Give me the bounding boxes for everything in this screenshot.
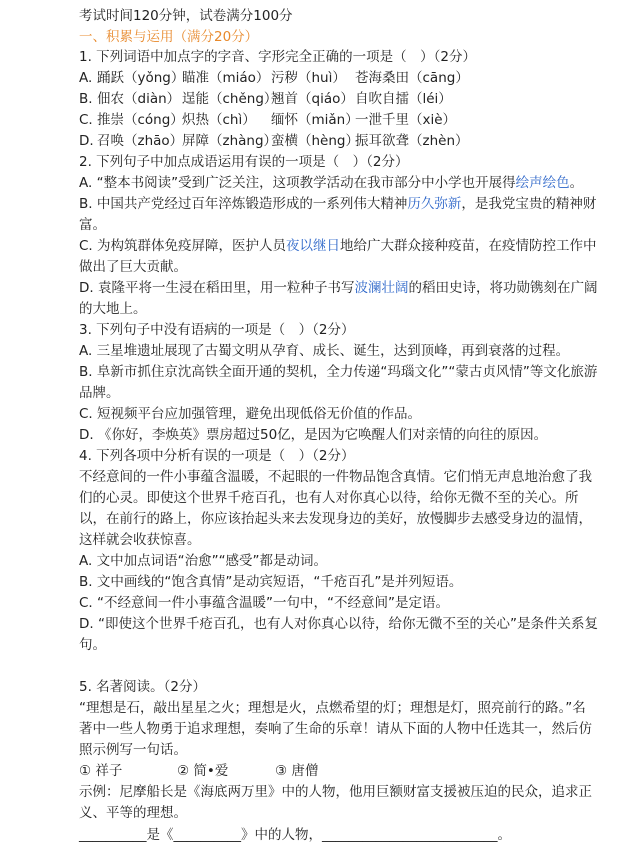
word-item: 瞄准（miáo） <box>182 70 270 86</box>
option-letter: A. <box>79 70 93 86</box>
q4-passage-line: 们的心灵。即使这个世界千疮百孔，也有人对你真心以待，给你无微不至的关心。所 <box>79 490 579 506</box>
word-item: 蛮横（hèng） <box>271 133 359 149</box>
q4-option-d-cont: 句。 <box>79 637 106 653</box>
word-item: 推崇（cóng） <box>97 112 184 128</box>
word-item: 召唤（zhāo） <box>97 133 184 149</box>
word-item: 翘首（qiáo） <box>271 91 354 107</box>
q4-passage-line: 这样就会收获惊喜。 <box>79 532 201 548</box>
exam-info: 考试时间120分钟，试卷满分100分 <box>79 8 293 24</box>
q5-example: 示例：尼摩船长是《海底两万里》中的人物，他用巨额财富支援被压迫的民众，追求正 <box>79 784 592 800</box>
word-item: 炽热（chì） <box>182 112 256 128</box>
q5-intro-line: 著中一些人物勇于追求理想，奏响了生命的乐章！请从下面的人物中任选其一，然后仿 <box>79 721 592 737</box>
word-item: 自吹自擂（léi） <box>355 91 452 107</box>
idiom-highlight: 历久弥新 <box>407 196 462 212</box>
q5-answer-blank[interactable]: __________是《__________》中的人物，__________________________。 <box>79 827 511 843</box>
q2-option-a: A. “整本书阅读”受到广泛关注，这项教学活动在我市部分中小学也开展得绘声绘色。 <box>79 175 584 191</box>
q5-intro-line: “理想是石，敲出星星之火；理想是火，点燃希望的灯；理想是灯，照亮前行的路。”名 <box>79 700 586 716</box>
q3-option-b-cont: 品牌。 <box>79 385 120 401</box>
word-item: 屏障（zhàng） <box>182 133 278 149</box>
q4-option-a: A. 文中加点词语“治愈”“感受”都是动词。 <box>79 553 328 569</box>
q3-option-a: A. 三星堆遗址展现了古蜀文明从孕育、成长、诞生，达到顶峰，再到衰落的过程。 <box>79 343 570 359</box>
q2-option-c: C. 为构筑群体免疫屏障，医护人员夜以继日地给广大群众接种疫苗，在疫情防控工作中 <box>79 238 597 254</box>
q4-option-d: D. “即使这个世界千疮百孔，也有人对你真心以待，给你无微不至的关心”是条件关系复 <box>79 616 598 632</box>
q1-option-row <box>79 89 452 109</box>
q2-option-d-cont: 的大地上。 <box>79 301 147 317</box>
option-letter: B. <box>79 91 93 107</box>
q1-stem: 1. 下列词语中加点字的字音、字形完全正确的一项是（ ）（2分） <box>79 49 477 65</box>
word-item: 逞能（chěng） <box>182 91 278 107</box>
q2-stem: 2. 下列句子中加点成语运用有误的一项是（ ）（2分） <box>79 154 409 170</box>
q4-passage-line: 以，在前行的路上，你应该抬起头来去发现身边的美好，放慢脚步去感受身边的温情， <box>79 511 592 527</box>
q1-option-row <box>79 131 469 151</box>
q4-option-b: B. 文中画线的“饱含真情”是动宾短语，“千疮百孔”是并列短语。 <box>79 574 463 590</box>
option-letter: D. <box>79 133 94 149</box>
word-item: 振耳欲聋（zhèn） <box>355 133 469 149</box>
q3-stem: 3. 下列句子中没有语病的一项是（ ）（2分） <box>79 322 355 338</box>
q1-option-row <box>79 68 469 88</box>
word-item: 踊跃（yǒng） <box>97 70 185 86</box>
q2-option-b-cont: 富。 <box>79 217 106 233</box>
q3-option-d: D. 《你好，李焕英》票房超过50亿，是因为它唤醒人们对亲情的向往的原因。 <box>79 427 548 443</box>
word-item: 苍海桑田（cāng） <box>355 70 469 86</box>
q1-option-row <box>79 110 456 130</box>
idiom-highlight: 夜以继日 <box>286 238 341 254</box>
q3-option-c: C. 短视频平台应加强管理，避免出现低俗无价值的作品。 <box>79 406 422 422</box>
q4-option-c: C. “不经意间一件小事蕴含温暖”一句中，“不经意间”是定语。 <box>79 595 449 611</box>
q2-option-b: B. 中国共产党经过百年淬炼锻造形成的一系列伟大精神历久弥新，是我党宝贵的精神财 <box>79 196 597 212</box>
option-letter: C. <box>79 112 93 128</box>
word-item: 缅怀（miǎn） <box>271 112 359 128</box>
q5-stem: 5. 名著阅读。（2分） <box>79 679 207 695</box>
word-item: 污秽（huì） <box>271 70 346 86</box>
word-item: 佃农（diàn） <box>97 91 181 107</box>
q5-example-cont: 义、平等的理想。 <box>79 805 187 821</box>
q4-stem: 4. 下列各项中分析有误的一项是（ ）（2分） <box>79 448 355 464</box>
word-item: 一泄千里（xiè） <box>355 112 457 128</box>
q2-option-d: D. 袁隆平将一生浸在稻田里，用一粒种子书写波澜壮阔的稻田史诗，将功勋镌刻在广阔 <box>79 280 598 296</box>
q2-option-c-cont: 做出了巨大贡献。 <box>79 259 187 275</box>
q5-intro-line: 照示例写一句话。 <box>79 742 187 758</box>
q5-character-options <box>79 761 318 781</box>
idiom-highlight: 波澜壮阔 <box>354 280 409 296</box>
idiom-highlight: 绘声绘色 <box>515 175 570 191</box>
character-option: ① 祥子 <box>79 763 123 779</box>
q3-option-b: B. 阜新市抓住京沈高铁全面开通的契机，全力传递“玛瑙文化”“蒙古贞风情”等文化旅游 <box>79 364 598 380</box>
character-option: ② 简•爱 <box>177 763 229 779</box>
section-title: 一、积累与运用（满分20分） <box>79 29 259 45</box>
q4-passage-line: 不经意间的一件小事蕴含温暖，不起眼的一件物品饱含真情。它们悄无声息地治愈了我 <box>79 469 592 485</box>
character-option: ③ 唐僧 <box>275 763 319 779</box>
